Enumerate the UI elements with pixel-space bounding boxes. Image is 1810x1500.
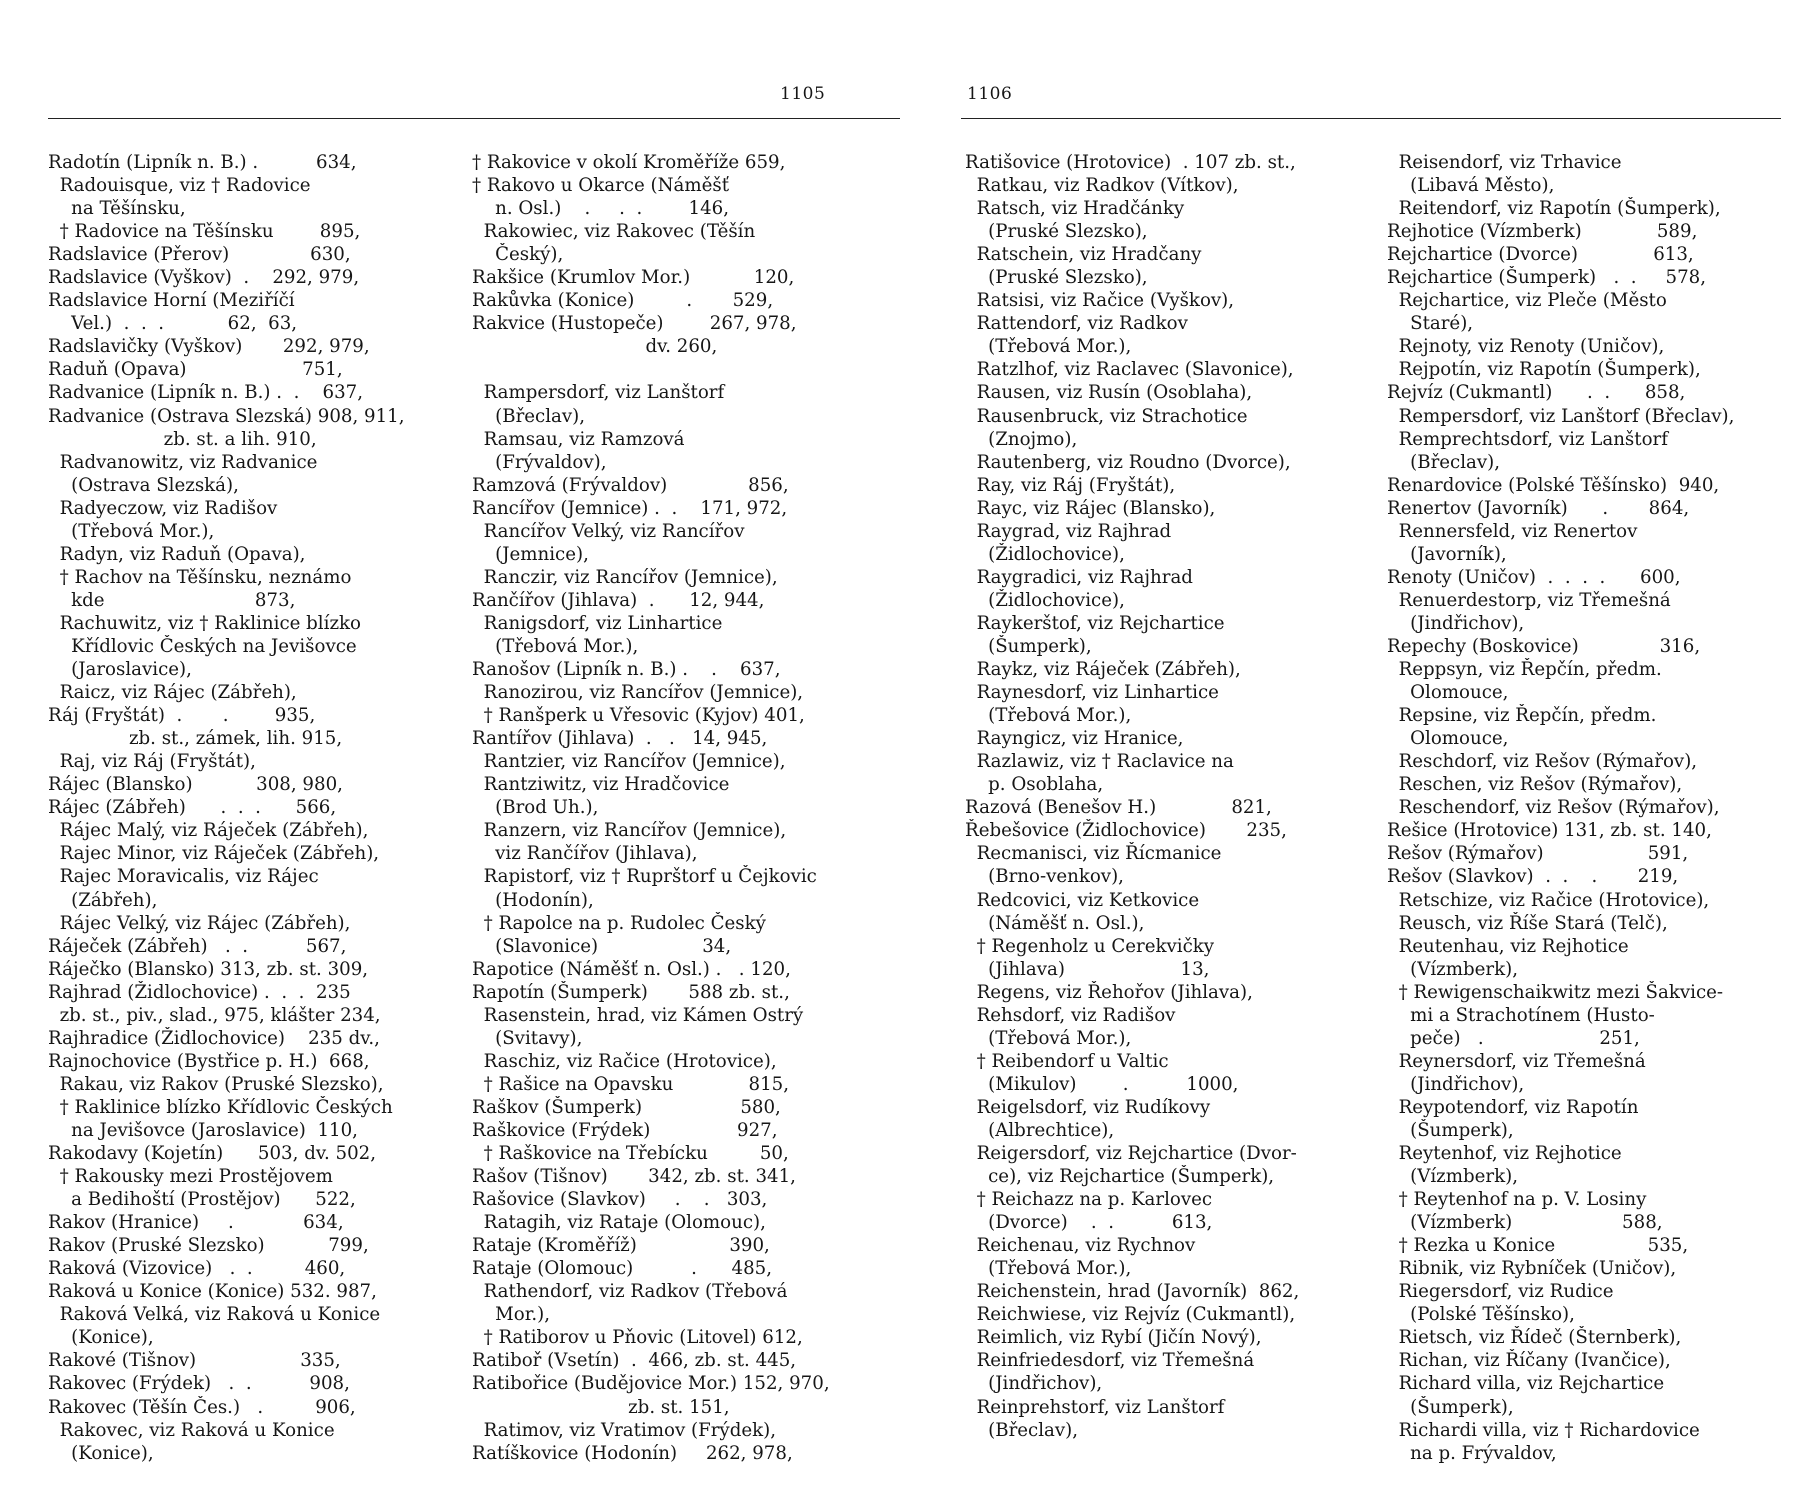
index-entry: Ray, viz Ráj (Fryštát), [965,474,1176,496]
index-entry: n. Osl.) . . . 146, [472,198,730,220]
index-entry: † Rašice na Opavsku 815, [472,1073,790,1095]
index-entry: Radouisque, viz † Radovice [48,175,311,197]
index-entry: na Jevišovce (Jaroslavice) 110, [48,1119,358,1141]
index-entry: † Reibendorf u Valtic [965,1050,1169,1072]
index-entry: (Konice), [48,1442,154,1464]
index-entry: (Pruské Slezsko), [965,267,1148,289]
index-entry: Radyeczow, viz Radišov [48,497,278,519]
index-entry: Radvanice (Lipník n. B.) . . 637, [48,382,363,404]
index-entry: Riegersdorf, viz Rudice [1387,1281,1614,1303]
index-entry: † Rapolce na p. Rudolec Český [472,912,766,934]
index-entry: (Vízmberk) 588, [1387,1212,1663,1234]
index-entry: Reytenhof, viz Rejhotice [1387,1143,1622,1165]
index-entry: Ratsisi, viz Račice (Vyškov), [965,290,1235,312]
index-entry: Rietsch, viz Řídeč (Šternberk), [1387,1327,1682,1349]
index-entry: Reschdorf, viz Rešov (Rýmařov), [1387,751,1698,773]
index-entry: Raková Velká, viz Raková u Konice [48,1304,381,1326]
index-entry: † Rezka u Konice 535, [1387,1235,1689,1257]
index-entry: Olomouce, [1387,682,1509,704]
index-entry: Rajhrad (Židlochovice) . . . 235 [48,981,351,1003]
index-entry: Raduň (Opava) 751, [48,359,343,381]
index-entry: Rattendorf, viz Radkov [965,313,1188,335]
index-entry: † Reytenhof na p. V. Losiny [1387,1189,1647,1211]
index-entry: (Ostrava Slezská), [48,474,239,496]
index-entry: (Hodonín), [472,889,594,911]
index-entry: Rataje (Olomouc) . 485, [472,1258,773,1280]
index-entry: Rájec Velký, viz Rájec (Zábřeh), [48,912,351,934]
index-entry: Rasenstein, hrad, viz Kámen Ostrý [472,1004,804,1026]
index-entry: Rapistorf, viz † Ruprštorf u Čejkovic [472,866,817,888]
index-entry: (Třebová Mor.), [965,336,1132,358]
index-entry: Raykerštof, viz Rejchartice [965,612,1225,634]
index-entry: Rayc, viz Rájec (Blansko), [965,497,1216,519]
index-entry: Rakau, viz Rakov (Pruské Slezsko), [48,1073,384,1095]
index-entry: Rautenberg, viz Roudno (Dvorce), [965,451,1291,473]
header-rule [48,118,900,119]
index-entry: Ratsch, viz Hradčánky [965,198,1185,220]
index-entry: (Jindřichov), [1387,1073,1525,1095]
index-entry: Reschen, viz Rešov (Rýmařov), [1387,774,1683,796]
index-entry: Rakvice (Hustopeče) 267, 978, [472,313,797,335]
index-entry: Ratíškovice (Hodonín) 262, 978, [472,1442,793,1464]
index-entry: Raygradici, viz Rajhrad [965,566,1193,588]
index-entry: Recmanisci, viz Řícmanice [965,843,1222,865]
index-entry: Rakowiec, viz Rakovec (Těšín [472,221,756,243]
index-entry: (Znojmo), [965,428,1078,450]
index-entry: (Jindřichov), [1387,612,1525,634]
index-entry: Rejchartice (Dvorce) 613, [1387,244,1694,266]
index-entry: Rayngicz, viz Hranice, [965,728,1184,750]
index-entry: Ráj (Fryštát) . . 935, [48,705,316,727]
page-number: 1105 [780,84,826,104]
index-entry: Razová (Benešov H.) 821, [965,797,1272,819]
index-entry: (Jemnice), [472,543,589,565]
index-entry: Raškovice (Frýdek) 927, [472,1119,778,1141]
index-entry: Rapotice (Náměšť n. Osl.) . . 120, [472,958,791,980]
index-entry: Raškov (Šumperk) 580, [472,1096,781,1118]
index-entry: Ranzern, viz Rancířov (Jemnice), [472,820,787,842]
index-column [965,151,1357,1442]
index-entry: viz Rančířov (Jihlava), [472,843,698,865]
index-entry: (Břeclav), [1387,451,1501,473]
index-entry: Rejvíz (Cukmantl) . . 858, [1387,382,1686,404]
index-entry: Remprechtsdorf, viz Lanštorf [1387,428,1668,450]
index-entry: Ramsau, viz Ramzová [472,428,685,450]
index-entry: † Rewigenschaikwitz mezi Šakvice- [1387,981,1724,1003]
index-entry: Ranošov (Lipník n. B.) . . 637, [472,659,781,681]
index-entry: (Židlochovice), [965,543,1125,565]
index-entry: (Břeclav), [472,405,586,427]
index-entry: Reigelsdorf, viz Rudíkovy [965,1096,1211,1118]
index-entry: (Brno-venkov), [965,866,1124,888]
index-entry: Rejnoty, viz Renoty (Uničov), [1387,336,1665,358]
index-column [472,151,864,1465]
index-entry: Rennersfeld, viz Renertov [1387,520,1638,542]
index-entry: Raynesdorf, viz Linhartice [965,682,1219,704]
index-entry: Ráječko (Blansko) 313, zb. st. 309, [48,958,369,980]
index-entry: Ramzová (Frývaldov) 856, [472,474,789,496]
index-entry: Rančířov (Jihlava) . 12, 944, [472,589,765,611]
index-entry: Reichwiese, viz Rejvíz (Cukmantl), [965,1304,1296,1326]
index-entry: (Libavá Město), [1387,175,1555,197]
index-entry: zb. st. a lih. 910, [48,428,317,450]
index-entry: (Vízmberk), [1387,958,1518,980]
index-entry: (Šumperk), [1387,1396,1514,1418]
index-entry: (Zábřeh), [48,889,158,911]
index-column [1387,151,1787,1465]
index-entry: Radslavice Horní (Meziříčí [48,290,295,312]
index-entry: Rešov (Slavkov) . . . 219, [1387,866,1679,888]
index-entry: Rakovec (Frýdek) . . 908, [48,1373,350,1395]
index-entry: Reppsyn, viz Řepčín, předm. [1387,659,1662,681]
index-entry: (Třebová Mor.), [48,520,215,542]
index-entry: (Šumperk), [1387,1119,1514,1141]
index-entry: (Třebová Mor.), [965,705,1132,727]
index-entry: Radslavice (Přerov) 630, [48,244,351,266]
index-entry: (Šumperk), [965,635,1092,657]
index-entry: Rakodavy (Kojetín) 503, dv. 502, [48,1143,377,1165]
index-entry: (Jihlava) 13, [965,958,1210,980]
index-entry: p. Osoblaha, [965,774,1104,796]
index-entry: Radslavice (Vyškov) . 292, 979, [48,267,360,289]
index-entry: (Dvorce) . . 613, [965,1212,1213,1234]
index-entry: Rakov (Pruské Slezsko) 799, [48,1235,369,1257]
index-entry: Rakovec, viz Raková u Konice [48,1419,335,1441]
index-entry: kde 873, [48,589,296,611]
index-entry: (Polské Těšínsko), [1387,1304,1575,1326]
index-entry: Ratišovice (Hrotovice) . 107 zb. st., [965,152,1296,173]
index-entry: (Jindřichov), [965,1373,1103,1395]
index-entry: Ranczir, viz Rancířov (Jemnice), [472,566,778,588]
index-entry: Rempersdorf, viz Lanštorf (Břeclav), [1387,405,1735,427]
index-entry: (Židlochovice), [965,589,1125,611]
index-entry: † Rakousky mezi Prostějovem [48,1166,333,1188]
index-entry: † Reichazz na p. Karlovec [965,1189,1213,1211]
index-entry: Rantziwitz, viz Hradčovice [472,774,730,796]
index-entry: Rakůvka (Konice) . 529, [472,290,774,312]
index-entry: Křídlovic Českých na Jevišovce [48,635,357,657]
index-entry: Rausenbruck, viz Strachotice [965,405,1248,427]
index-entry: (Konice), [48,1327,154,1349]
index-entry: † Rachov na Těšínsku, neznámo [48,566,352,588]
index-entry: Ribnik, viz Rybníček (Uničov), [1387,1258,1677,1280]
index-entry: zb. st. 151, [472,1396,730,1418]
index-entry [472,358,864,381]
index-entry: (Náměšť n. Osl.), [965,912,1145,934]
index-entry: Reinprehstorf, viz Lanštorf [965,1396,1225,1418]
index-entry: Rajnochovice (Bystřice p. H.) 668, [48,1050,370,1072]
index-entry: Repechy (Boskovice) 316, [1387,635,1701,657]
index-entry: Richan, viz Říčany (Ivančice), [1387,1350,1671,1372]
index-entry: Rakovec (Těšín Čes.) . 906, [48,1396,356,1418]
index-entry: Ratimov, viz Vratimov (Frýdek), [472,1419,777,1441]
index-entry: Reypotendorf, viz Rapotín [1387,1096,1639,1118]
index-entry: Rantzier, viz Rancířov (Jemnice), [472,751,786,773]
page-right [905,0,1810,1500]
index-entry: Rampersdorf, viz Lanštorf [472,382,725,404]
index-entry: (Albrechtice), [965,1119,1115,1141]
index-entry: mi a Strachotínem (Husto- [1387,1004,1655,1026]
index-entry: Renoty (Uničov) . . . . 600, [1387,566,1681,588]
index-entry: Ratagih, viz Rataje (Olomouc), [472,1212,766,1234]
index-entry: Radvanowitz, viz Radvanice [48,451,318,473]
index-entry: Reitendorf, viz Rapotín (Šumperk), [1387,198,1721,220]
header-rule [961,118,1781,119]
index-entry: Ratzlhof, viz Raclavec (Slavonice), [965,359,1294,381]
index-entry: (Svitavy), [472,1027,583,1049]
index-entry: (Frývaldov), [472,451,607,473]
index-entry: Richardi villa, viz † Richardovice [1387,1419,1700,1441]
index-entry: Rašov (Tišnov) 342, zb. st. 341, [472,1166,796,1188]
index-entry: Reichenau, viz Rychnov [965,1235,1196,1257]
index-entry: † Ranšperk u Vřesovic (Kyjov) 401, [472,705,805,727]
index-entry: Rájec (Blansko) 308, 980, [48,774,343,796]
index-entry: zb. st., zámek, lih. 915, [48,728,343,750]
index-entry: (Javorník), [1387,543,1507,565]
index-entry: (Pruské Slezsko), [965,221,1148,243]
index-entry: Rancířov Velký, viz Rancířov [472,520,745,542]
index-entry: (Brod Uh.), [472,797,599,819]
index-entry: Řebešovice (Židlochovice) 235, [965,820,1287,842]
index-entry: Reschendorf, viz Rešov (Rýmařov), [1387,797,1720,819]
index-entry: Renuerdestorp, viz Třemešná [1387,589,1671,611]
index-entry: (Slavonice) 34, [472,935,732,957]
index-entry: Rathendorf, viz Radkov (Třebová [472,1281,788,1303]
index-entry: † Rakovo u Okarce (Náměšť [472,175,730,197]
index-entry: Ratkau, viz Radkov (Vítkov), [965,175,1239,197]
index-entry: Rapotín (Šumperk) 588 zb. st., [472,981,790,1003]
index-entry: Reinfriedesdorf, viz Třemešná [965,1350,1255,1372]
index-entry: Raschiz, viz Račice (Hrotovice), [472,1050,777,1072]
index-entry: (Vízmberk), [1387,1166,1518,1188]
index-entry: Rakové (Tišnov) 335, [48,1350,341,1372]
index-entry: Rejhotice (Vízmberk) 589, [1387,221,1698,243]
index-entry: Regens, viz Řehořov (Jihlava), [965,981,1253,1003]
index-entry: Raykz, viz Ráječek (Zábřeh), [965,659,1241,681]
index-entry: Raková u Konice (Konice) 532. 987, [48,1281,377,1303]
index-entry: Redcovici, viz Ketkovice [965,889,1200,911]
index-entry: Ratschein, viz Hradčany [965,244,1202,266]
index-entry: Mor.), [472,1304,551,1326]
index-entry: (Třebová Mor.), [965,1027,1132,1049]
index-entry: Rejpotín, viz Rapotín (Šumperk), [1387,359,1701,381]
index-column [48,151,440,1465]
index-entry: Raygrad, viz Rajhrad [965,520,1172,542]
index-entry: † Ratiborov u Pňovic (Litovel) 612, [472,1327,803,1349]
index-entry: (Břeclav), [965,1419,1079,1441]
index-entry: Rájec Malý, viz Ráječek (Zábřeh), [48,820,369,842]
index-entry: Rajec Minor, viz Ráječek (Zábřeh), [48,843,380,865]
index-entry: Reichenstein, hrad (Javorník) 862, [965,1281,1300,1303]
index-entry: Rájec (Zábřeh) . . . 566, [48,797,337,819]
index-entry: Olomouce, [1387,728,1509,750]
index-entry: Richard villa, viz Rejchartice [1387,1373,1665,1395]
index-entry: † Radovice na Těšínsku 895, [48,221,361,243]
index-entry: Rešov (Rýmařov) 591, [1387,843,1689,865]
index-entry: (Třebová Mor.), [965,1258,1132,1280]
index-entry: Reimlich, viz Rybí (Jičín Nový), [965,1327,1262,1349]
index-entry: Český), [472,244,564,266]
index-entry: Ráječek (Zábřeh) . . 567, [48,935,347,957]
index-entry: Razlawiz, viz † Raclavice na [965,751,1234,773]
index-entry: peče) . 251, [1387,1027,1640,1049]
index-entry: Radotín (Lipník n. B.) . 634, [48,152,357,173]
index-entry: Rešice (Hrotovice) 131, zb. st. 140, [1387,820,1712,842]
index-entry: Renardovice (Polské Těšínsko) 940, [1387,474,1720,496]
index-entry: a Bedihoští (Prostějov) 522, [48,1189,356,1211]
index-entry: (Třebová Mor.), [472,635,639,657]
index-entry: Radvanice (Ostrava Slezská) 908, 911, [48,405,405,427]
index-entry: Rachuwitz, viz † Raklinice blízko [48,612,361,634]
index-entry: Rausen, viz Rusín (Osoblaha), [965,382,1253,404]
index-entry: Rajec Moravicalis, viz Rájec [48,866,319,888]
index-entry: Reutenhau, viz Rejhotice [1387,935,1629,957]
index-entry: Ranozirou, viz Rancířov (Jemnice), [472,682,804,704]
index-entry: (Mikulov) . 1000, [965,1073,1239,1095]
index-entry: Repsine, viz Řepčín, předm. [1387,705,1657,727]
index-entry: Rakšice (Krumlov Mor.) 120, [472,267,795,289]
index-entry: Raicz, viz Rájec (Zábřeh), [48,682,297,704]
index-entry: Vel.) . . . 62, 63, [48,313,298,335]
index-entry: Rejchartice (Šumperk) . . 578, [1387,267,1706,289]
page-number: 1106 [967,84,1013,104]
index-entry: ce), viz Rejchartice (Šumperk), [965,1166,1275,1188]
index-entry: Retschize, viz Račice (Hrotovice), [1387,889,1710,911]
index-entry: † Raklinice blízko Křídlovic Českých [48,1096,393,1118]
index-entry: Staré), [1387,313,1474,335]
index-entry: Reusch, viz Říše Stará (Telč), [1387,912,1668,934]
index-entry: na Těšínsku, [48,198,186,220]
index-entry: Radyn, viz Raduň (Opava), [48,543,306,565]
index-entry: Ranigsdorf, viz Linhartice [472,612,723,634]
index-entry: (Jaroslavice), [48,659,192,681]
index-entry: Reisendorf, viz Trhavice [1387,152,1622,173]
index-entry: Reynersdorf, viz Třemešná [1387,1050,1646,1072]
index-entry: Rataje (Kroměříž) 390, [472,1235,770,1257]
index-entry: † Rakovice v okolí Kroměříže 659, [472,152,786,173]
index-entry: Renertov (Javorník) . 864, [1387,497,1690,519]
index-entry: Rajhradice (Židlochovice) 235 dv., [48,1027,380,1049]
index-entry: Rejchartice, viz Pleče (Město [1387,290,1667,312]
index-entry: Ratiboř (Vsetín) . 466, zb. st. 445, [472,1350,797,1372]
index-entry: Rancířov (Jemnice) . . 171, 972, [472,497,788,519]
index-entry: na p. Frývaldov, [1387,1442,1557,1464]
index-entry: † Raškovice na Třebícku 50, [472,1143,789,1165]
index-entry: Rantířov (Jihlava) . . 14, 945, [472,728,768,750]
index-entry: dv. 260, [472,336,718,358]
index-entry: Reigersdorf, viz Rejchartice (Dvor- [965,1143,1297,1165]
index-entry: zb. st., piv., slad., 975, klášter 234, [48,1004,381,1026]
index-entry: Rehsdorf, viz Radišov [965,1004,1176,1026]
index-entry: Raj, viz Ráj (Fryštát), [48,751,256,773]
index-entry: Ratibořice (Budějovice Mor.) 152, 970, [472,1373,830,1395]
index-entry: Raková (Vizovice) . . 460, [48,1258,346,1280]
index-entry: † Regenholz u Cerekvičky [965,935,1215,957]
index-entry: Rašovice (Slavkov) . . 303, [472,1189,768,1211]
index-entry: Radslavičky (Vyškov) 292, 979, [48,336,370,358]
index-entry: Rakov (Hranice) . 634, [48,1212,344,1234]
